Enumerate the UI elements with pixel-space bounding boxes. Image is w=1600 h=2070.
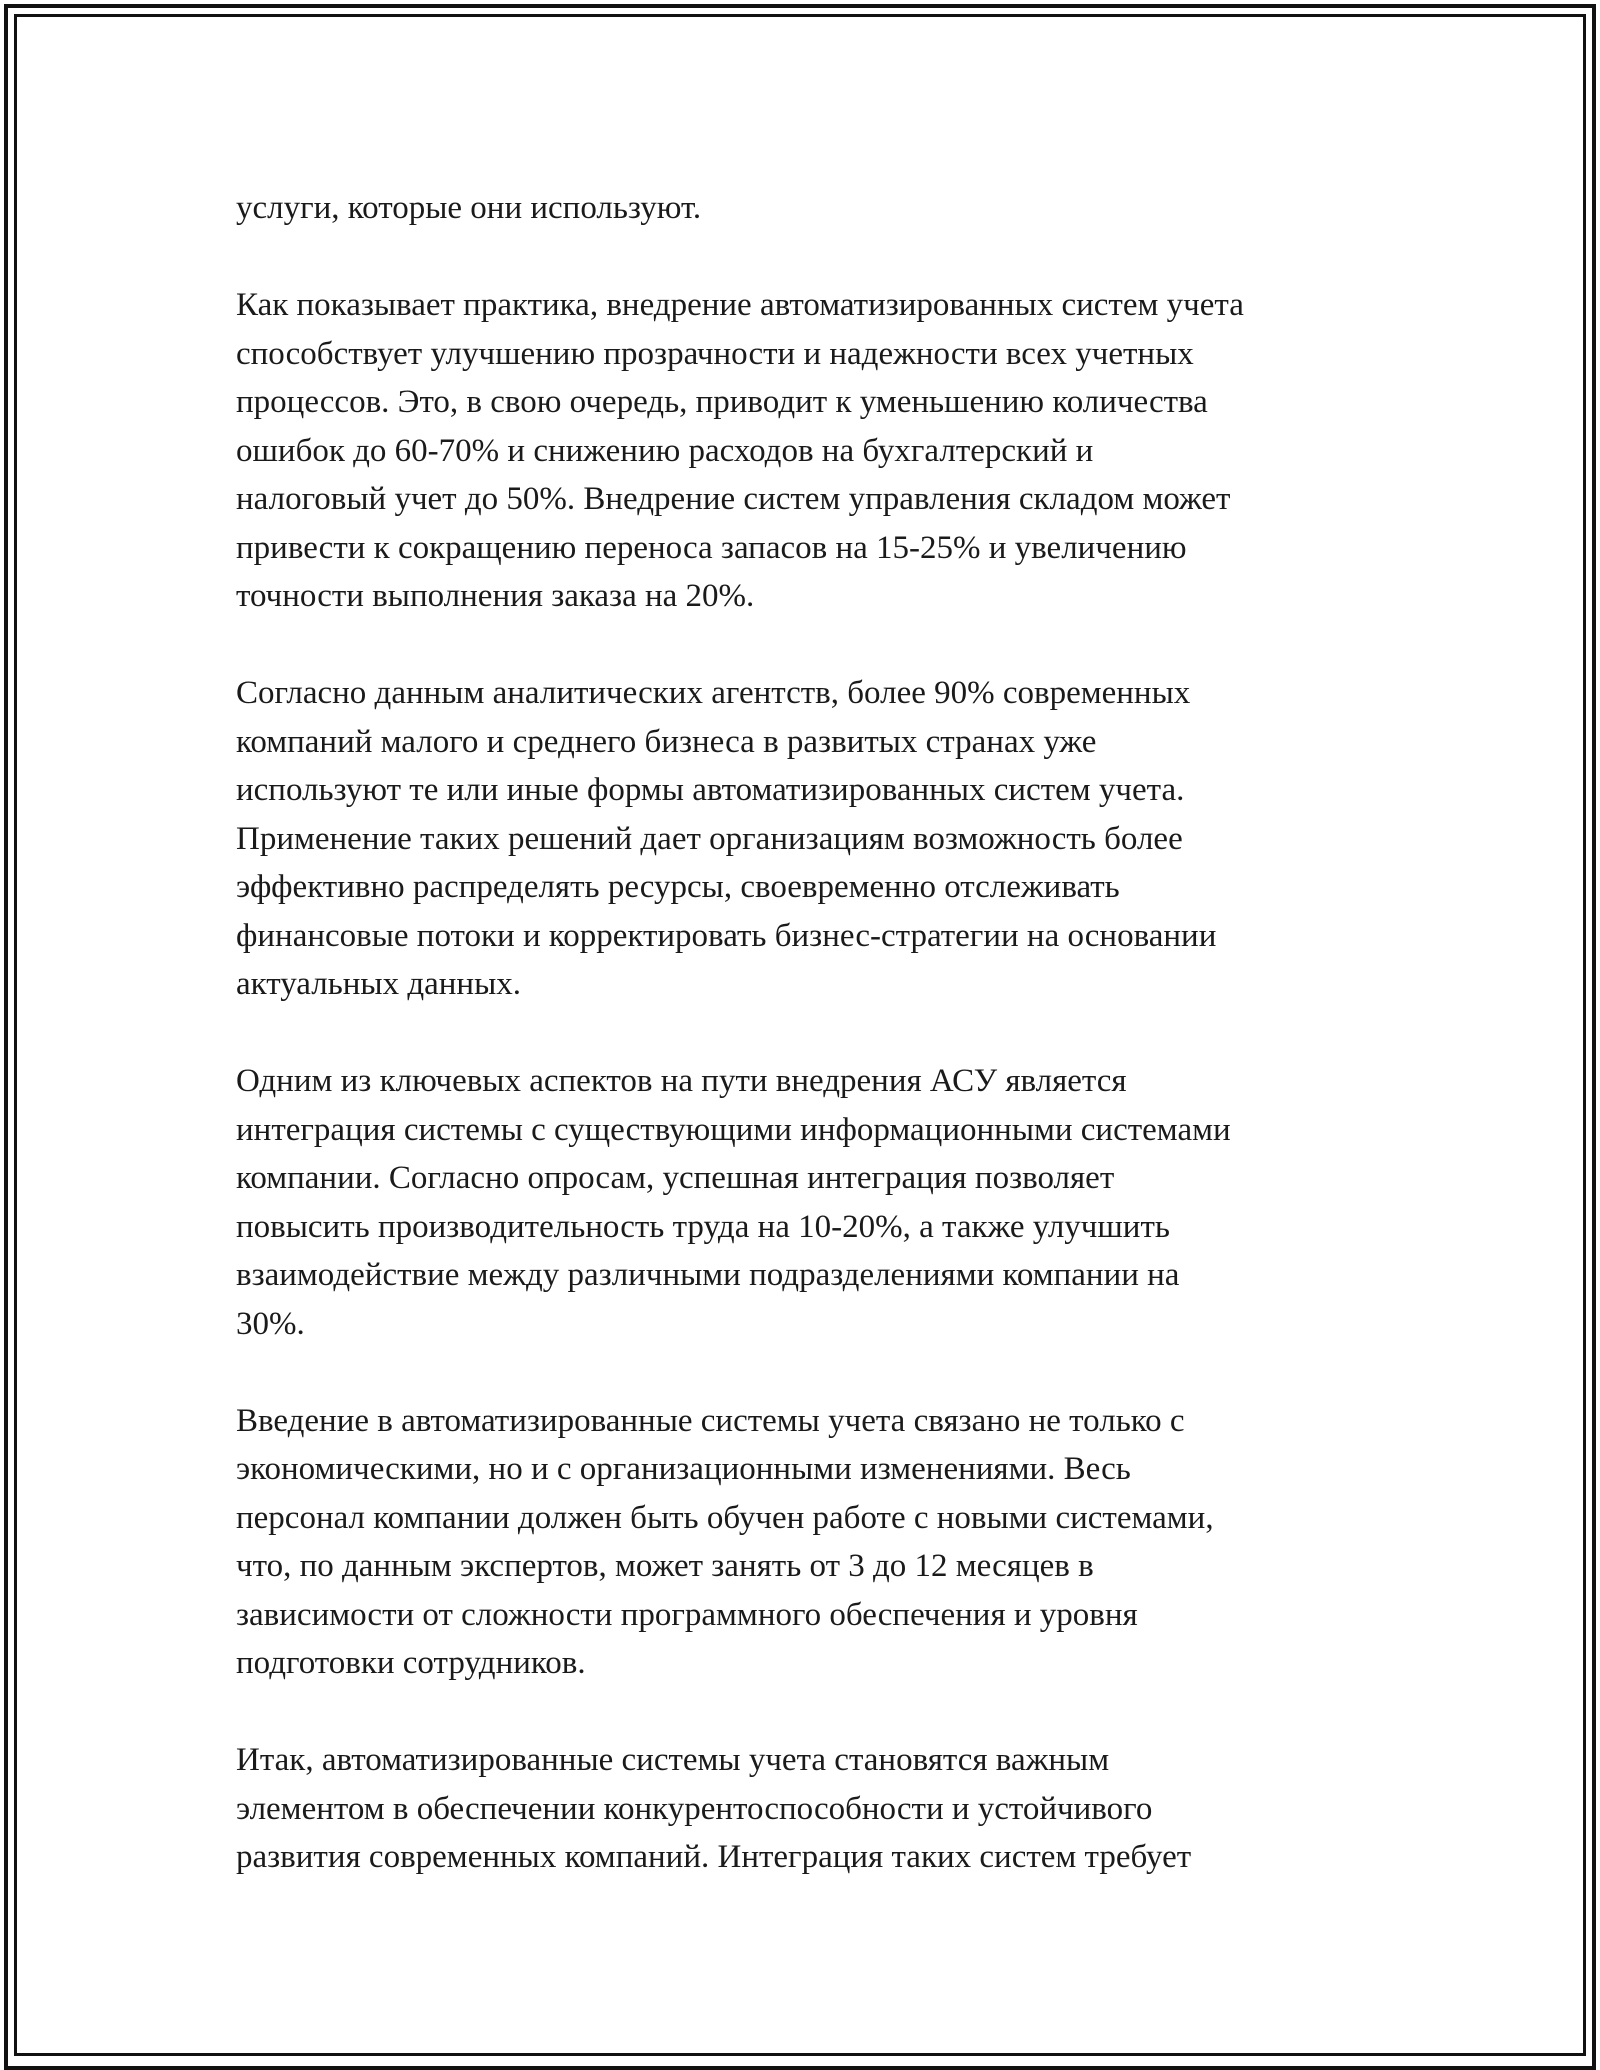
paragraph: Согласно данным аналитических агентств, более 90% современных компаний малого и среднего бизнеса в развитых странах уже используют те или иные формы автоматизированных систем учета. Применение таких решений дает организациям возможность более эффективно распределять ресурсы, своевременно отслеживать финансовые потоки и корректировать бизнес-стратегии на основании актуальных данных.	[236, 675, 1217, 1002]
paragraph: услуги, которые они используют.	[236, 190, 702, 226]
paragraph: Итак, автоматизированные системы учета становятся важным элементом в обеспечении конкурентоспособности и устойчивого развития современных компаний. Интеграция таких систем требует	[236, 1742, 1192, 1875]
document-body	[236, 184, 1386, 1930]
paragraph: Введение в автоматизированные системы учета связано не только с экономическими, но и с организационными изменениями. Весь персонал компании должен быть обучен работе с новыми системами, что, по данным экспертов, может занять от 3 до 12 месяцев в зависимости от сложности программного обеспечения и уровня подготовки сотрудников.	[236, 1402, 1214, 1681]
paragraph: Одним из ключевых аспектов на пути внедрения АСУ является интеграция системы с существующими информационными системами компании. Согласно опросам, успешная интеграция позволяет повысить производительность труда на 10-20%, а также улучшить взаимодействие между различными подразделениями компании на 30%.	[236, 1063, 1231, 1342]
paragraph: Как показывает практика, внедрение автоматизированных систем учета способствует улучшению прозрачности и надежности всех учетных процессов. Это, в свою очередь, приводит к уменьшению количества ошибок до 60-70% и снижению расходов на бухгалтерский и налоговый учет до 50%. Внедрение систем управления складом может привести к сокращению переноса запасов на 15-25% и увеличению точности выполнения заказа на 20%.	[236, 287, 1244, 614]
